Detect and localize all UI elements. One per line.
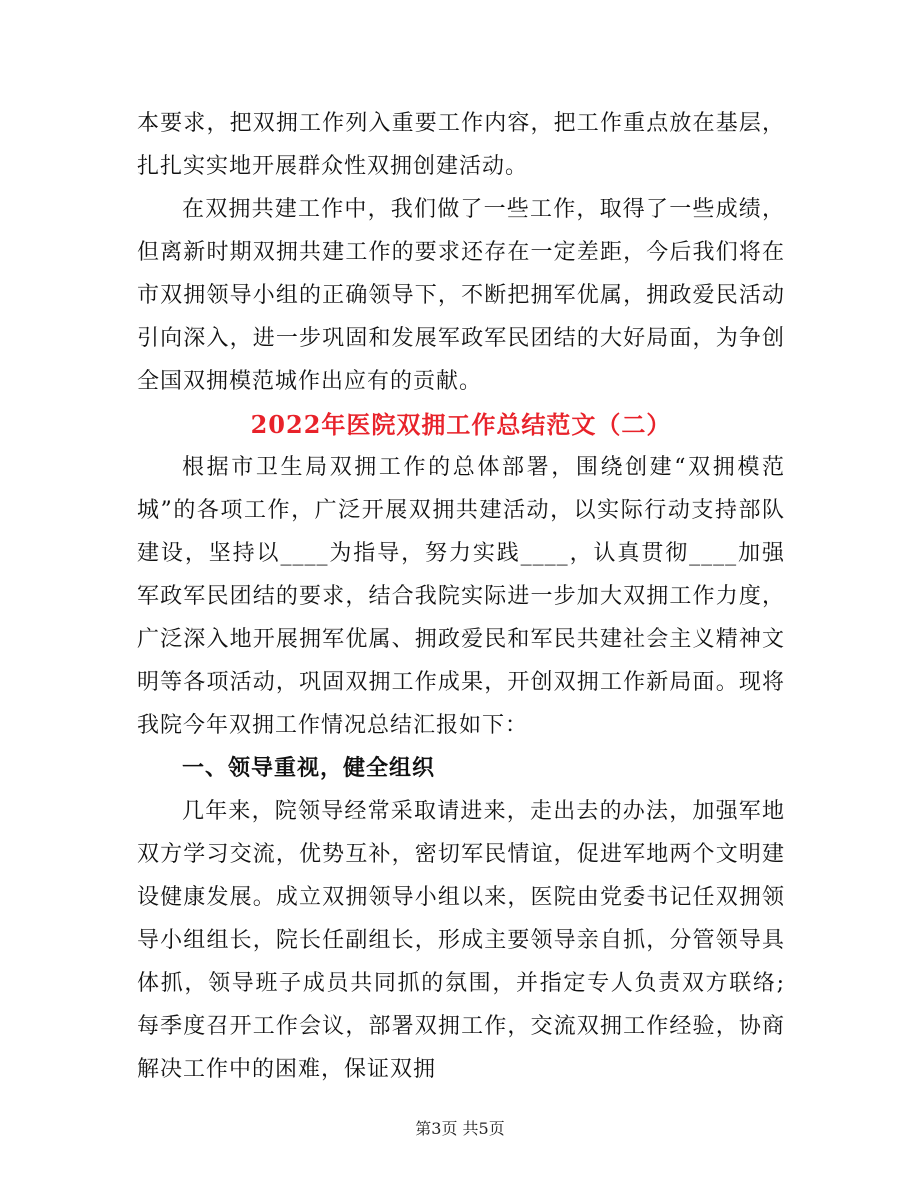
paragraph-intro: 根据市卫生局双拥工作的总体部署，围绕创建“双拥模范城”的各项工作，广泛开展双拥共建活动，以实际行动支持部队建设，坚持以____为指导，努力实践____，认真贯彻____加强军政军民团结的要求，结合我院实际进一步加大双拥工作力度，广泛深入地开展拥军优属、拥政爱民和军民共建社会主义精神文明等各项活动，巩固双拥工作成果，开创双拥工作新局面。现将我院今年双拥工作情况总结汇报如下： (137, 455, 785, 738)
paragraph-section-body: 几年来，院领导经常采取请进来，走出去的办法，加强军地双方学习交流，优势互补，密切军民情谊，促进军地两个文明建设健康发展。成立双拥领导小组以来，医院由党委书记任双拥领导小组组长，院长任副组长，形成主要领导亲自抓，分管领导具体抓，领导班子成员共同抓的氛围，并指定专人负责双方联络;每季度召开工作会议，部署双拥工作，交流双拥工作经验，协商解决工作中的困难，保证双拥 (137, 799, 785, 1082)
paragraph-continued: 本要求，把双拥工作列入重要工作内容，把工作重点放在基层，扎扎实实地开展群众性双拥创建活动。 (137, 111, 785, 179)
paragraph-closing: 在双拥共建工作中，我们做了一些工作，取得了一些成绩，但离新时期双拥共建工作的要求还存在一定差距，今后我们将在市双拥领导小组的正确领导下，不断把拥军优属，拥政爱民活动引向深入，进一步巩固和发展军政军民团结的大好局面，为争创全国双拥模范城作出应有的贡献。 (137, 197, 785, 394)
document-body (137, 102, 785, 1091)
section-heading: 一、领导重视，健全组织 (182, 755, 436, 781)
page-number: 第3页 共5页 (415, 1119, 505, 1138)
document-title: 2022年医院双拥工作总结范文（二） (250, 410, 672, 439)
